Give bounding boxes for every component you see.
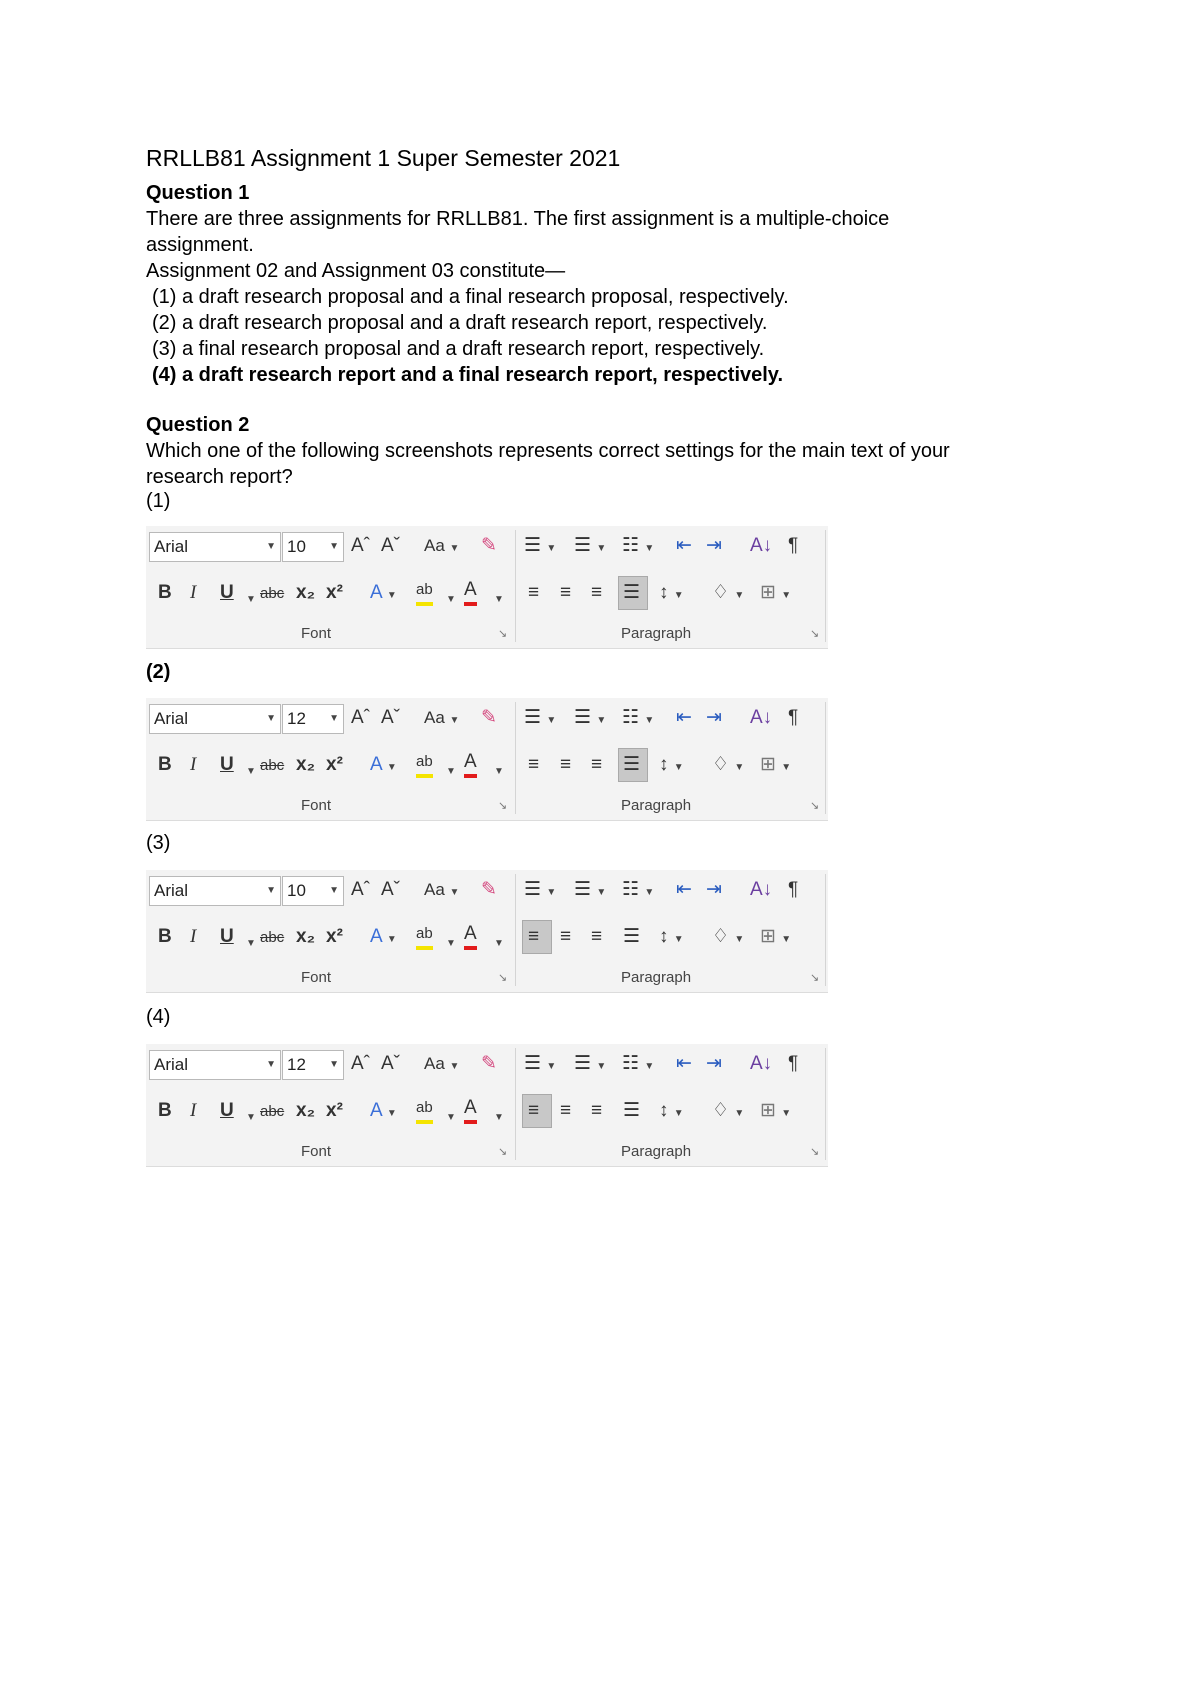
paragraph-group-label: Paragraph	[621, 625, 692, 642]
font-dialog-launcher-icon[interactable]: ↘	[498, 972, 508, 984]
increase-indent-icon[interactable]: ⇥	[706, 707, 722, 728]
paragraph-dialog-launcher-icon[interactable]: ↘	[810, 972, 820, 984]
increase-indent-icon[interactable]: ⇥	[706, 1053, 722, 1074]
ribbon-screenshot-1	[146, 526, 828, 649]
line-spacing-icon[interactable]: ↕ ▼	[659, 754, 684, 775]
sort-icon[interactable]: A↓	[750, 1053, 773, 1074]
decrease-indent-icon[interactable]: ⇤	[676, 535, 692, 556]
font-dialog-launcher-icon[interactable]: ↘	[498, 800, 508, 812]
align-center-icon[interactable]: ≡	[560, 926, 572, 947]
question-2-text-line1: Which one of the following screenshots represents correct settings for the main text of your	[146, 440, 950, 462]
underline-icon[interactable]: U	[220, 754, 234, 775]
grow-font-icon[interactable]: Aˆ	[351, 707, 370, 728]
shading-icon[interactable]: ♢ ▼	[712, 754, 745, 775]
bold-icon[interactable]: B	[158, 582, 172, 603]
numbering-icon[interactable]: ☰ ▼	[574, 707, 607, 728]
show-formatting-icon[interactable]: ¶	[788, 535, 799, 556]
paragraph-dialog-launcher-icon[interactable]: ↘	[810, 800, 820, 812]
justify-icon[interactable]: ☰	[623, 926, 641, 947]
align-left-icon[interactable]: ≡	[528, 1100, 540, 1121]
superscript-icon[interactable]: x²	[326, 926, 343, 947]
strikethrough-icon[interactable]: abc	[260, 1103, 285, 1120]
align-center-icon[interactable]: ≡	[560, 1100, 572, 1121]
group-divider	[515, 1048, 516, 1160]
increase-indent-icon[interactable]: ⇥	[706, 879, 722, 900]
font-name-box[interactable]: Arial ▼	[149, 876, 281, 906]
strikethrough-icon[interactable]: abc	[260, 585, 285, 602]
clear-formatting-icon[interactable]: ✎	[481, 1053, 497, 1074]
clear-formatting-icon[interactable]: ✎	[481, 879, 497, 900]
group-divider	[515, 702, 516, 814]
bullets-icon[interactable]: ☰ ▼	[524, 707, 557, 728]
align-left-icon[interactable]: ≡	[528, 926, 540, 947]
font-size-box[interactable]: 10 ▼	[282, 532, 344, 562]
document-title: RRLLB81 Assignment 1 Super Semester 2021	[146, 145, 621, 171]
font-group-label: Font	[301, 797, 332, 814]
font-name-box[interactable]: Arial ▼	[149, 1050, 281, 1080]
italic-icon[interactable]: I	[190, 926, 197, 947]
underline-dropdown-icon[interactable]: ▼	[246, 938, 256, 949]
question-1-option-4-answer: (4) a draft research report and a final research report, respectively.	[152, 364, 783, 386]
bullets-icon[interactable]: ☰ ▼	[524, 1053, 557, 1074]
align-left-icon[interactable]: ≡	[528, 582, 540, 603]
shading-icon[interactable]: ♢ ▼	[712, 926, 745, 947]
highlight-dropdown-icon[interactable]: ▼	[446, 1112, 456, 1123]
question-2	[146, 412, 950, 490]
font-name-box[interactable]: Arial ▼	[149, 704, 281, 734]
borders-icon[interactable]: ⊞ ▼	[760, 926, 792, 947]
group-divider	[515, 874, 516, 986]
sort-icon[interactable]: A↓	[750, 535, 773, 556]
paragraph-dialog-launcher-icon[interactable]: ↘	[810, 628, 820, 640]
shrink-font-icon[interactable]: Aˇ	[381, 535, 400, 556]
underline-dropdown-icon[interactable]: ▼	[246, 1112, 256, 1123]
multilevel-list-icon[interactable]: ☷ ▼	[622, 535, 655, 556]
highlight-color-icon[interactable]: ab	[416, 1096, 433, 1124]
question-2-heading: Question 2	[146, 414, 250, 436]
numbering-icon[interactable]: ☰ ▼	[574, 1053, 607, 1074]
decrease-indent-icon[interactable]: ⇤	[676, 879, 692, 900]
shading-icon[interactable]: ♢ ▼	[712, 1100, 745, 1121]
italic-icon[interactable]: I	[190, 1100, 197, 1121]
align-left-icon[interactable]: ≡	[528, 754, 540, 775]
subscript-icon[interactable]: x₂	[296, 754, 316, 775]
multilevel-list-icon[interactable]: ☷ ▼	[622, 879, 655, 900]
font-color-icon[interactable]: A	[464, 578, 477, 606]
change-case-icon[interactable]: Aa ▼	[424, 1054, 460, 1073]
font-group-label: Font	[301, 1143, 332, 1160]
bold-icon[interactable]: B	[158, 926, 172, 947]
shrink-font-icon[interactable]: Aˇ	[381, 1053, 400, 1074]
font-color-dropdown-icon[interactable]: ▼	[494, 766, 504, 777]
font-color-dropdown-icon[interactable]: ▼	[494, 594, 504, 605]
font-color-icon[interactable]: A	[464, 750, 477, 778]
underline-icon[interactable]: U	[220, 582, 234, 603]
question-1-text-line1: There are three assignments for RRLLB81. The first assignment is a multiple-choice	[146, 208, 890, 230]
sort-icon[interactable]: A↓	[750, 707, 773, 728]
highlight-color-icon[interactable]: ab	[416, 750, 433, 778]
multilevel-list-icon[interactable]: ☷ ▼	[622, 1053, 655, 1074]
question-2-text-line2: research report?	[146, 466, 293, 488]
subscript-icon[interactable]: x₂	[296, 1100, 316, 1121]
justify-icon[interactable]: ☰	[623, 754, 641, 775]
screenshot-4-label: (4)	[146, 1006, 171, 1028]
screenshot-2-label: (2)	[146, 661, 171, 683]
underline-dropdown-icon[interactable]: ▼	[246, 766, 256, 777]
superscript-icon[interactable]: x²	[326, 582, 343, 603]
grow-font-icon[interactable]: Aˆ	[351, 535, 370, 556]
highlight-dropdown-icon[interactable]: ▼	[446, 594, 456, 605]
superscript-icon[interactable]: x²	[326, 1100, 343, 1121]
group-divider	[515, 530, 516, 642]
screenshot-1-label: (1)	[146, 490, 171, 512]
strikethrough-icon[interactable]: abc	[260, 929, 285, 946]
screenshot-3-label: (3)	[146, 832, 171, 854]
group-divider	[825, 874, 826, 986]
question-1-option-2: (2) a draft research proposal and a draft research report, respectively.	[152, 312, 768, 334]
text-effects-icon[interactable]: A ▼	[370, 1100, 397, 1121]
shading-icon[interactable]: ♢ ▼	[712, 582, 745, 603]
subscript-icon[interactable]: x₂	[296, 582, 316, 603]
highlight-color-icon[interactable]: ab	[416, 922, 433, 950]
italic-icon[interactable]: I	[190, 754, 197, 775]
multilevel-list-icon[interactable]: ☷ ▼	[622, 707, 655, 728]
question-1-text-line3: Assignment 02 and Assignment 03 constitute—	[146, 260, 566, 282]
align-right-icon[interactable]: ≡	[591, 582, 603, 603]
align-right-icon[interactable]: ≡	[591, 926, 603, 947]
grow-font-icon[interactable]: Aˆ	[351, 879, 370, 900]
font-color-icon[interactable]: A	[464, 1096, 477, 1124]
line-spacing-icon[interactable]: ↕ ▼	[659, 1100, 684, 1121]
superscript-icon[interactable]: x²	[326, 754, 343, 775]
question-1-option-3: (3) a final research proposal and a draft research report, respectively.	[152, 338, 765, 360]
line-spacing-icon[interactable]: ↕ ▼	[659, 582, 684, 603]
font-dialog-launcher-icon[interactable]: ↘	[498, 1146, 508, 1158]
bullets-icon[interactable]: ☰ ▼	[524, 535, 557, 556]
font-size-box[interactable]: 12 ▼	[282, 1050, 344, 1080]
question-1	[146, 180, 889, 388]
strikethrough-icon[interactable]: abc	[260, 757, 285, 774]
sort-icon[interactable]: A↓	[750, 879, 773, 900]
show-formatting-icon[interactable]: ¶	[788, 879, 799, 900]
font-size-box[interactable]: 10 ▼	[282, 876, 344, 906]
question-1-heading: Question 1	[146, 182, 250, 204]
text-effects-icon[interactable]: A ▼	[370, 926, 397, 947]
font-group-label: Font	[301, 969, 332, 986]
numbering-icon[interactable]: ☰ ▼	[574, 879, 607, 900]
borders-icon[interactable]: ⊞ ▼	[760, 754, 792, 775]
line-spacing-icon[interactable]: ↕ ▼	[659, 926, 684, 947]
justify-icon[interactable]: ☰	[623, 582, 641, 603]
clear-formatting-icon[interactable]: ✎	[481, 535, 497, 556]
bullets-icon[interactable]: ☰ ▼	[524, 879, 557, 900]
shrink-font-icon[interactable]: Aˇ	[381, 879, 400, 900]
show-formatting-icon[interactable]: ¶	[788, 707, 799, 728]
ribbon-screenshot-4	[146, 1044, 828, 1167]
grow-font-icon[interactable]: Aˆ	[351, 1053, 370, 1074]
font-color-dropdown-icon[interactable]: ▼	[494, 1112, 504, 1123]
italic-icon[interactable]: I	[190, 582, 197, 603]
text-effects-icon[interactable]: A ▼	[370, 754, 397, 775]
question-1-option-1: (1) a draft research proposal and a final research proposal, respectively.	[152, 286, 789, 308]
increase-indent-icon[interactable]: ⇥	[706, 535, 722, 556]
decrease-indent-icon[interactable]: ⇤	[676, 1053, 692, 1074]
subscript-icon[interactable]: x₂	[296, 926, 316, 947]
align-right-icon[interactable]: ≡	[591, 1100, 603, 1121]
ribbon-screenshot-3	[146, 870, 828, 993]
highlight-color-icon[interactable]: ab	[416, 578, 433, 606]
show-formatting-icon[interactable]: ¶	[788, 1053, 799, 1074]
shrink-font-icon[interactable]: Aˇ	[381, 707, 400, 728]
align-right-icon[interactable]: ≡	[591, 754, 603, 775]
ribbon-screenshot-2	[146, 698, 828, 821]
highlight-dropdown-icon[interactable]: ▼	[446, 938, 456, 949]
highlight-dropdown-icon[interactable]: ▼	[446, 766, 456, 777]
numbering-icon[interactable]: ☰ ▼	[574, 535, 607, 556]
font-color-icon[interactable]: A	[464, 922, 477, 950]
justify-icon[interactable]: ☰	[623, 1100, 641, 1121]
text-effects-icon[interactable]: A ▼	[370, 582, 397, 603]
decrease-indent-icon[interactable]: ⇤	[676, 707, 692, 728]
font-group-label: Font	[301, 625, 332, 642]
group-divider	[825, 1048, 826, 1160]
group-divider	[825, 702, 826, 814]
clear-formatting-icon[interactable]: ✎	[481, 707, 497, 728]
borders-icon[interactable]: ⊞ ▼	[760, 1100, 792, 1121]
paragraph-group-label: Paragraph	[621, 797, 692, 814]
paragraph-dialog-launcher-icon[interactable]: ↘	[810, 1146, 820, 1158]
group-divider	[825, 530, 826, 642]
underline-dropdown-icon[interactable]: ▼	[246, 594, 256, 605]
underline-icon[interactable]: U	[220, 926, 234, 947]
align-center-icon[interactable]: ≡	[560, 582, 572, 603]
bold-icon[interactable]: B	[158, 754, 172, 775]
change-case-icon[interactable]: Aa ▼	[424, 880, 460, 899]
borders-icon[interactable]: ⊞ ▼	[760, 582, 792, 603]
change-case-icon[interactable]: Aa ▼	[424, 536, 460, 555]
underline-icon[interactable]: U	[220, 1100, 234, 1121]
font-name-box[interactable]: Arial ▼	[149, 532, 281, 562]
question-1-text-line2: assignment.	[146, 234, 254, 256]
align-center-icon[interactable]: ≡	[560, 754, 572, 775]
change-case-icon[interactable]: Aa ▼	[424, 708, 460, 727]
font-dialog-launcher-icon[interactable]: ↘	[498, 628, 508, 640]
bold-icon[interactable]: B	[158, 1100, 172, 1121]
paragraph-group-label: Paragraph	[621, 1143, 692, 1160]
font-color-dropdown-icon[interactable]: ▼	[494, 938, 504, 949]
font-size-box[interactable]: 12 ▼	[282, 704, 344, 734]
paragraph-group-label: Paragraph	[621, 969, 692, 986]
